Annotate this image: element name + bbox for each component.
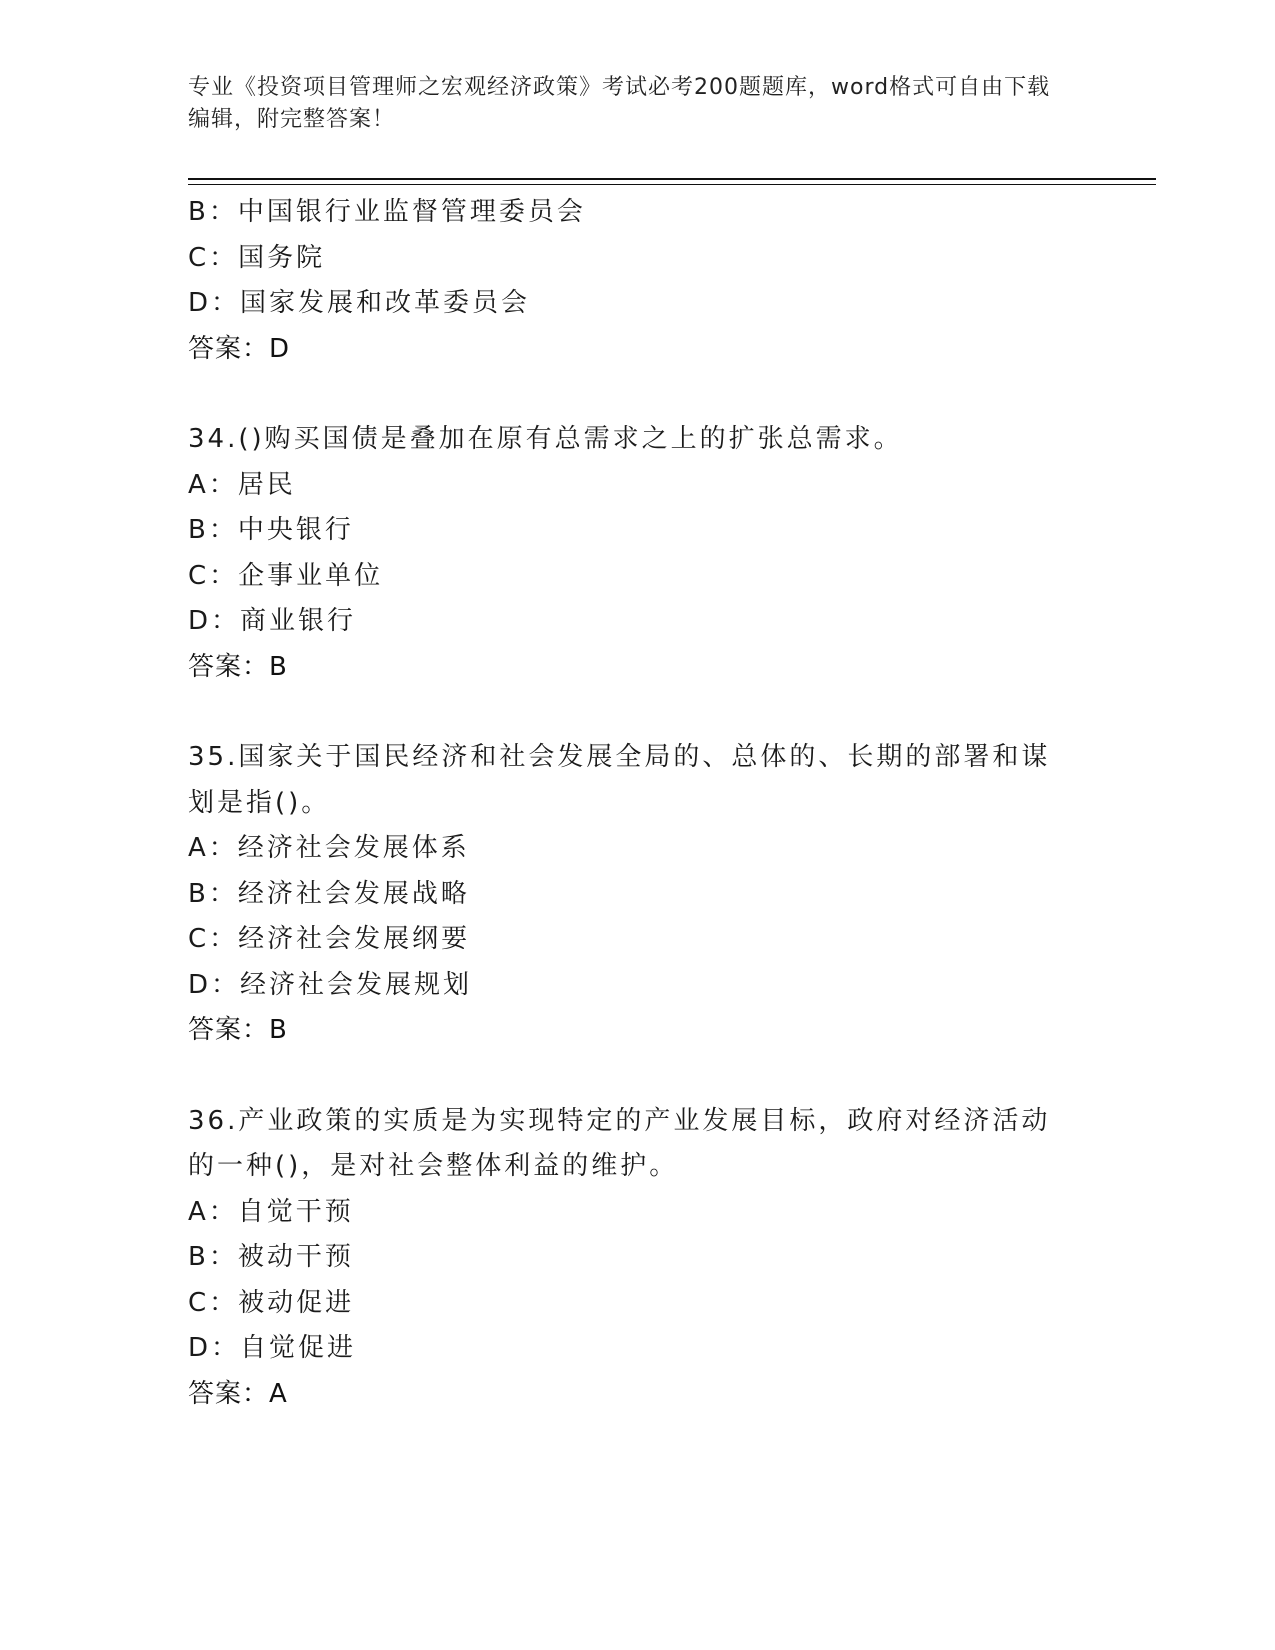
option-b: B：中国银行业监督管理委员会: [188, 197, 586, 227]
answer: 答案：B: [188, 1015, 288, 1045]
document-header: 专业《投资项目管理师之宏观经济政策》考试必考200题题库，word格式可自由下载编辑，附完整答案！: [188, 75, 1051, 132]
option-d: D：商业银行: [188, 606, 357, 636]
option-a: A：居民: [188, 469, 296, 500]
option-d: D：国家发展和改革委员会: [188, 288, 531, 318]
option-a: A：自觉干预: [188, 1196, 354, 1227]
answer: 答案：B: [188, 651, 288, 682]
question-34: [188, 417, 1088, 690]
answer: 答案：A: [188, 1378, 288, 1409]
question-text: 35.国家关于国民经济和社会发展全局的、总体的、长期的部署和谋划是指()。: [188, 742, 1051, 818]
question-35: [188, 735, 1088, 1054]
question-text: 36.产业政策的实质是为实现特定的产业发展目标，政府对经济活动的一种()，是对社会整体利益的维护。: [188, 1105, 1051, 1181]
header-divider: [188, 178, 1156, 180]
option-a: A：经济社会发展体系: [188, 833, 470, 863]
option-b: B：被动干预: [188, 1242, 354, 1272]
option-b: B：中央银行: [188, 515, 354, 545]
header-divider-thin: [188, 184, 1156, 185]
answer: 答案：D: [188, 333, 291, 364]
option-c: C：国务院: [188, 242, 326, 273]
option-d: D：经济社会发展规划: [188, 969, 473, 1000]
option-c: C：经济社会发展纲要: [188, 924, 471, 954]
question-36: [188, 1099, 1088, 1418]
option-b: B：经济社会发展战略: [188, 878, 470, 909]
option-c: C：企事业单位: [188, 560, 384, 591]
question-text: 34.()购买国债是叠加在原有总需求之上的扩张总需求。: [188, 424, 903, 454]
option-c: C：被动促进: [188, 1287, 355, 1318]
question-list: [188, 190, 1088, 1417]
option-d: D：自觉促进: [188, 1333, 357, 1363]
partial-question: [188, 190, 1088, 372]
